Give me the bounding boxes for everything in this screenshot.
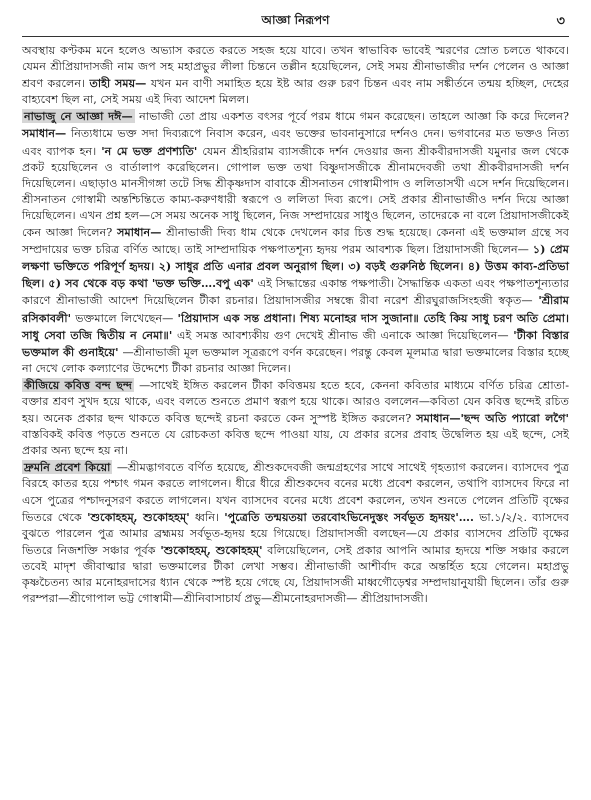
paragraph-2-text-4: শ্রীনাভাজী দিব্য ধাম থেকে দেখলেন কার চিত্ত শুদ্ধ হয়েছে। কেননা এই ভক্তমাল গ্রন্থে সব সম্প্রদায়ের ভক্ত চরিত্র বর্ণিত আছে। তাই সাম্প্রদায়িক পক্ষপাতশূন্য হৃদয় পরম আবশ্যক ছিল। প্রিয়াদাসজী ছিলেন— bbox=[22, 226, 570, 257]
quote-na-me-bhakta: 'ন মে ভক্ত প্রণশ্যতি' bbox=[101, 143, 198, 158]
paragraph-1-line-3: আজ্ঞা শ্রবণ করলেন। bbox=[22, 60, 569, 91]
heading-druman-pravesh: দ্রুমনি প্রবেশ কিয়ো bbox=[24, 460, 111, 475]
paragraph-1-rest: যখন মন বাণী সমাহিত হয়ে ইষ্ট আর গুরু চরণ চিন্তন এবং নাম সঙ্কীর্তনে তন্ময় হচ্ছিল, দেহের বাহ্যবেশ ছিল না, সেই সময় এই দিব্য আদেশ মিলল। bbox=[22, 77, 569, 107]
paragraph-1-line-2: যেমন শ্রীপ্রিয়াদাসজী নাম জপ সহ মহাপ্রভুর লীলা চিন্তনে তল্লীন হয়েছিলেন, সেই সময় শ্রীনাভাজীর দর্শন পেলেন ও bbox=[22, 60, 538, 74]
paragraph-4 bbox=[22, 459, 569, 607]
paragraph-2 bbox=[22, 108, 569, 377]
title-rasikavali: 'শ্রীরাম রসিকাবলী' bbox=[22, 293, 569, 325]
heading-kavitta-chhand: কীজিয়ে কবিত্ত বন্দ ছন্দ bbox=[24, 377, 132, 392]
quote-priyadas-ek-sant: 'প্রিয়াদাস এক সন্ত প্রধানা। শিষ্য মনোহর দাস সুজানা॥ তেহি কিয় সাধু চরণ অতি প্রেমা। সাধু সেবা তজি দ্বিতীয় ন নেমা॥' bbox=[22, 310, 569, 342]
paragraph-2-text-8: —শ্রীনাভাজী মূল ভক্তমাল সূত্ররূপে বর্ণন করেছেন। পরন্তু কেবল মূলমাত্র দ্বারা ভক্তমালের বিস্তার হচ্ছে না দেখে লোক কল্যাণের উদ্দেশ্যে টীকা রচনার আজ্ঞা দিলেন। bbox=[22, 345, 569, 375]
term-samadhan-2: সমাধান— bbox=[117, 225, 162, 240]
page-number: ৩ bbox=[556, 14, 565, 29]
paragraph-2-text-3: যেমন শ্রীহরিরাম ব্যাসজীকে দর্শন দেওয়ার জন্য শ্রীকবীরদাসজী যমুনার জল থেকে প্রকট হয়েছিলেন ও বার্তালাপ করেছিলেন। গোপাল ভক্ত তথা বিষ্ণুদাসজীকে শ্রীনামদেবজী তথা শ্রীকবীরদাসজী দর্শন দিয়েছিলেন। এছাড়াও মানসীগঙ্গা তটে সিদ্ধ শ্রীকৃষ্ণদাস বাবাকে শ্রীসনাতন গোস্বামীপাদ ও ললিতাসখী এসে দর্শন দিয়েছিলেন। শ্রীসনাতন গোস্বামী অন্তশ্চিন্তিতে কাম্য-করুণধারী স্বরূপে ও ললিতা দিব্য রূপে। সেই প্রকার শ্রীনাভাজীও দর্শন দিয়ে আজ্ঞা দিয়েছিলেন। এখন প্রশ্ন হল—সে সময় অনেক সাধু ছিলেন, নিজ সম্প্রদায়ের সাধুও ছিলেন, তাদেরকে না বলে প্রিয়াদাসজীকেই কেন আজ্ঞা দিলেন? bbox=[22, 144, 569, 240]
page-header bbox=[22, 12, 569, 34]
emphasis-tahi-samay: তাহী সময়— bbox=[89, 76, 147, 91]
paragraph-2-text-5: এই সিদ্ধান্তের একান্ত পক্ষপাতী। সৈদ্ধান্তিক একতা এবং পক্ষপাতশূন্যতার কারণে শ্রীনাভাজী আদেশ দিয়েছিলেন টীকা রচনার। প্রিয়াদাসজীর সম্বন্ধে রীবা নরেশ শ্রীরঘুরাজসিংহজী স্বকৃত— bbox=[22, 277, 569, 308]
term-samadhan-1: সমাধান— bbox=[22, 126, 67, 141]
qualities-list: ১) প্রেম লক্ষণা ভক্তিতে পরিপূর্ণ হৃদয়। ২) সাধুর প্রতি এনার প্রবল অনুরাগ ছিল। ৩) বড়ই গুরুনিষ্ঠ ছিলেন। ৪) উত্তম কাব্য-প্রতিভা ছিল। ৫) সব থেকে বড় কথা 'ভক্ত ভক্তি….বপু এক' bbox=[22, 242, 569, 291]
paragraph-3-text-2: বাস্তবিকই কবিত্ত পড়তে শুনতে যে রোচকতা কবিত্ত ছন্দে পাওয়া যায়, যে প্রকার রসের প্রবাহ উদ্বেলিত হয় এই ছন্দে, সেই প্রকার অন্য ছন্দে হয় না। bbox=[22, 428, 569, 458]
quote-chhand-ati-pyaro: সমাধান—'ছন্দ অতি প্যারো লগৈ' bbox=[416, 411, 569, 426]
quote-shukoham-1: 'শুকোহহম্, শুকোহহম্' bbox=[87, 509, 190, 524]
quote-shukoham-2: 'শুকোহহম্, শুকোহহম্' bbox=[160, 542, 263, 557]
quote-tika-vistar: 'টীকা বিস্তার ভক্তমাল কী গুনাইয়ে' bbox=[22, 327, 570, 359]
page-title: আজ্ঞা নিরূপণ bbox=[261, 13, 330, 27]
header-rule bbox=[22, 36, 569, 37]
paragraph-4-text-2: ধ্বনি। bbox=[194, 510, 220, 524]
paragraph-1 bbox=[22, 43, 569, 108]
quote-putreti: 'পুত্রেতি তন্ময়তয়া তরবোঽভিনেদুস্তং সর্বভূত হৃদয়ং'…. bbox=[224, 509, 474, 524]
heading-nabhaju-agya: নাভাজু নে আজ্ঞা দঈ— bbox=[24, 109, 133, 124]
paragraph-2-text-6: ভক্তমালে লিখেছেন— bbox=[75, 311, 174, 325]
paragraph-3-text-1: —সাথেই ইঙ্গিত করলেন টীকা কবিত্তময় হতে হবে, কেননা কবিতার মাধ্যমে বর্ণিত চরিত্র শ্রোতা-বক্তার শ্রবণ সুখদ হয়ে থাকে, এবং বলতে শুনতে প্রমাণ স্বরূপ হয়ে থাকে। আরও বললেন—কবিতা যেন কবিত্ত ছন্দেই রচিত হয়। অনেক প্রকার ছন্দ থাকতে কবিত্ত ছন্দেই রচনা করতে কেন সুস্পষ্ট ইঙ্গিত করলেন? bbox=[22, 378, 569, 426]
paragraph-2-text-1: নাভাজী তো প্রায় একশত বৎসর পূর্বে পরম ধামে গমন করেছেন। তাহলে আজ্ঞা কি করে দিলেন? bbox=[139, 110, 569, 124]
page-body bbox=[22, 43, 569, 607]
paragraph-4-text-4: বলিয়েছিলেন, সেই প্রকার আপনি আমার হৃদয়ে শক্তি সঞ্চার করলে তবেই মাদৃশ জীবাত্মার দ্বারা ভক্তমালের টীকা লেখা সম্ভব। শ্রীনাভাজী আশীর্বাদ করে অন্তর্হিত হয়ে গেলেন। মহাপ্রভু কৃষ্ণচৈতন্য আর মনোহরদাসের ধ্যান থেকে স্পষ্ট হয়ে গেছে যে, প্রিয়াদাসজী মাধ্বগৌড়েশ্বর সম্প্রদায়ানুযায়ী ছিলেন। তাঁর গুরু পরম্পরা—শ্রীগোপাল ভট্ট গোস্বামী—শ্রীনিবাসাচার্য প্রভু—শ্রীমনোহরদাসজী— শ্রীপ্রিয়াদাসজী। bbox=[22, 543, 569, 606]
paragraph-4-text-3: ভা.১/২/২. ব্যাসদেব বুঝতে পারলেন পুত্র আমার ব্রহ্মময় সর্বভূত-হৃদয় হয়ে গিয়েছে। প্রিয়াদাসজী বলছেন—যে প্রকার ব্যাসদেব প্রতিটি বৃক্ষের ভিতরে নিজশক্তি সঞ্চার পূর্বক bbox=[22, 510, 569, 557]
paragraph-1-line-1: অবস্থায় কণ্টকম মনে হলেও অভ্যাস করতে করতে সহজ হয়ে যাবে। তখন স্বাভাবিক ভাবেই স্মরণের স্রোত চলতে থাকবে। bbox=[22, 44, 569, 57]
paragraph-4-text-1: —শ্রীমদ্ভাগবতে বর্ণিত হয়েছে, শ্রীশুকদেবজী জন্মগ্রহণের সাথে সাথেই গৃহত্যাগ করলেন। ব্যাসদেব পুত্র বিরহে কাতর হয়ে পশ্চাৎ গমন করতে লাগলেন। ধীরে ধীরে শ্রীশুকদেব বনের মধ্যে প্রবেশ করলেন, তথাপি ব্যাসদেব ফিরে না এসে পুত্রের পশ্চাদনুসরণ করতে লাগলেন। যখন ব্যাসদেব বনের মধ্যে প্রবেশ করলেন, তখন শুনতে পেলেন প্রতিটি বৃক্ষের ভিতরে থেকে bbox=[22, 461, 570, 524]
paragraph-2-text-7: এই সমস্ত আবশ্যকীয় গুণ দেখেই শ্রীনাভ জী এনাকে আজ্ঞা দিয়েছিলেন— bbox=[177, 328, 509, 342]
paragraph-3 bbox=[22, 377, 569, 459]
paragraph-2-text-2: নিত্যধামে ভক্ত সদা দিব্যরূপে নিবাস করেন, এবং ভক্তের ভাবনানুসারে দর্শনও দেন। ভগবানের মত ভক্তও নিত্য এবং ব্যাপক হন। bbox=[22, 127, 569, 158]
